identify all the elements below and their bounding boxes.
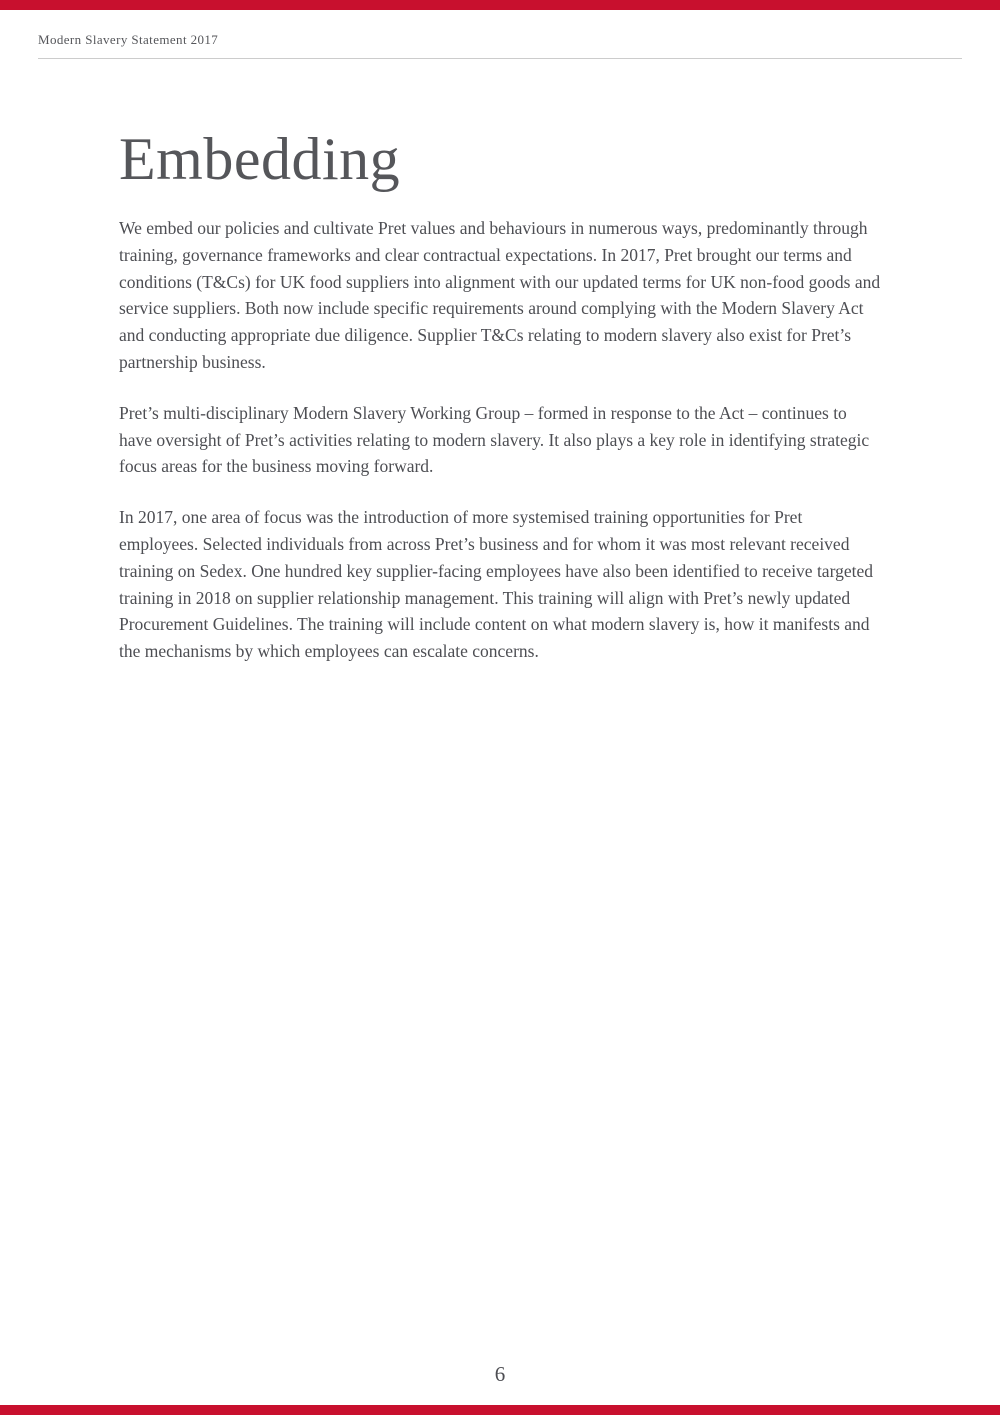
page-number: 6 (494, 1362, 506, 1386)
page-content (119, 128, 881, 689)
top-accent-bar (0, 0, 1000, 10)
page-footer (0, 1362, 1000, 1387)
body-paragraph-2: Pret’s multi-disciplinary Modern Slavery Working Group – formed in response to the Act – continues to have oversight of Pret’s activities relating to modern slavery. It also plays a key role in identifying strategic focus areas for the business moving forward. (119, 402, 870, 477)
header-divider (38, 58, 962, 59)
document-title: Modern Slavery Statement 2017 (38, 32, 219, 47)
page-header (38, 32, 962, 59)
body-paragraph-1: We embed our policies and cultivate Pret values and behaviours in numerous ways, predominantly through training, governance frameworks and clear contractual expectations. In 2017, Pret brought our terms and conditions (T&Cs) for UK food suppliers into alignment with our updated terms for UK non-food goods and service suppliers. Both now include specific requirements around complying with the Modern Slavery Act and conducting appropriate due diligence. Supplier T&Cs relating to modern slavery also exist for Pret’s partnership business. (119, 218, 881, 372)
bottom-accent-bar (0, 1405, 1000, 1415)
body-paragraph-3: In 2017, one area of focus was the introduction of more systemised training opportunities for Pret employees. Selected individuals from across Pret’s business and for whom it was most relevant received training on Sedex. One hundred key supplier-facing employees have also been identified to receive targeted training in 2018 on supplier relationship management. This training will align with Pret’s newly updated Procurement Guidelines. The training will include content on what modern slavery is, how it manifests and the mechanisms by which employees can escalate concerns. (119, 507, 873, 662)
section-heading: Embedding (119, 126, 401, 192)
